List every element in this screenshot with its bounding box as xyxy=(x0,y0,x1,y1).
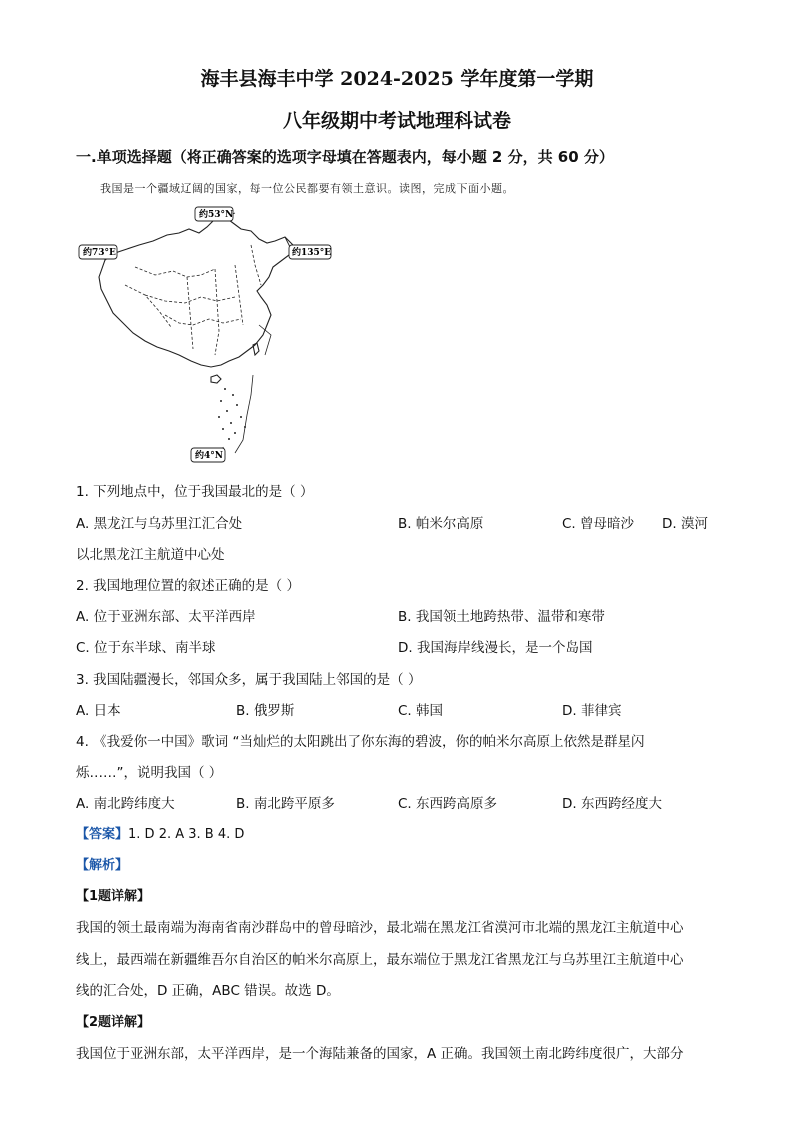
answer-row xyxy=(76,823,244,842)
q4-option-a: A. 南北跨纬度大 xyxy=(76,796,175,812)
question-4-stem-line1: 4. 《我爱你一中国》歌词 “当灿烂的太阳跳出了你东海的碧波，你的帕米尔高原上依然是群星闪 xyxy=(76,734,645,750)
q1-analysis-line2: 线上，最西端在新疆维吾尔自治区的帕米尔高原上，最东端位于黑龙江省黑龙江与乌苏里江主航道中心 xyxy=(76,952,684,968)
q1-analysis-line1: 我国的领土最南端为海南省南沙群岛中的曾母暗沙，最北端在黑龙江省漠河市北端的黑龙江主航道中心 xyxy=(76,920,684,936)
q4-option-c: C. 东西跨高原多 xyxy=(398,796,498,812)
answer-label: 【答案】 xyxy=(76,827,129,842)
page-title: 海丰县海丰中学 2024-2025 学年度第一学期 xyxy=(200,68,594,90)
label-west xyxy=(79,245,117,259)
q2-option-d: D. 我国海岸线漫长，是一个岛国 xyxy=(398,640,593,656)
china-outline xyxy=(99,217,293,367)
q1-option-d-continued: 以北黑龙江主航道中心处 xyxy=(76,547,225,563)
page-subtitle: 八年级期中考试地理科试卷 xyxy=(282,110,511,132)
china-map xyxy=(75,205,345,470)
q4-option-d: D. 东西跨经度大 xyxy=(562,796,662,812)
svg-text:约4°N: 约4°N xyxy=(195,451,223,461)
q3-option-c: C. 韩国 xyxy=(398,703,444,719)
q3-option-a: A. 日本 xyxy=(76,703,121,719)
question-intro: 我国是一个疆域辽阔的国家，每一位公民都要有领土意识。读图，完成下面小题。 xyxy=(100,182,514,195)
answer-items: 1. D 2. A 3. B 4. D xyxy=(128,827,245,842)
q2-analysis-heading: 【2题详解】 xyxy=(76,1015,151,1030)
q3-option-b: B. 俄罗斯 xyxy=(236,703,295,719)
question-4-stem-line2: 烁……”，说明我国（ ） xyxy=(76,765,223,781)
q2-analysis-line1: 我国位于亚洲东部，太平洋西岸，是一个海陆兼备的国家，A 正确。我国领土南北跨纬度很广，大部分 xyxy=(76,1046,684,1062)
q2-option-a: A. 位于亚洲东部、太平洋西岸 xyxy=(76,609,256,625)
q1-analysis-line3: 线的汇合处，D 正确，ABC 错误。故选 D。 xyxy=(76,983,340,999)
q4-option-b: B. 南北跨平原多 xyxy=(236,796,335,812)
svg-text:约73°E: 约73°E xyxy=(83,248,116,258)
question-2-stem: 2. 我国地理位置的叙述正确的是（ ） xyxy=(76,578,300,594)
hainan-island xyxy=(211,375,221,383)
taiwan-island xyxy=(253,343,259,355)
label-east xyxy=(289,245,331,259)
q2-option-b: B. 我国领土地跨热带、温带和寒带 xyxy=(398,609,605,625)
svg-text:约53°N: 约53°N xyxy=(199,210,234,220)
q1-option-d: D. 漠河 xyxy=(662,516,708,532)
analysis-label: 【解析】 xyxy=(76,858,129,873)
question-1-stem: 1. 下列地点中，位于我国最北的是（ ） xyxy=(76,484,314,500)
question-3-stem: 3. 我国陆疆漫长，邻国众多，属于我国陆上邻国的是（ ） xyxy=(76,672,422,688)
svg-text:约135°E: 约135°E xyxy=(292,248,332,258)
label-north xyxy=(195,207,233,221)
q2-option-c: C. 位于东半球、南半球 xyxy=(76,640,216,656)
q1-option-c: C. 曾母暗沙 xyxy=(562,516,635,532)
south-sea-islands xyxy=(218,388,246,440)
label-south xyxy=(191,448,225,462)
section-heading: 一.单项选择题（将正确答案的选项字母填在答题表内，每小题 2 分，共 60 分） xyxy=(76,148,614,166)
q3-option-d: D. 菲律宾 xyxy=(562,703,622,719)
q1-option-b: B. 帕米尔高原 xyxy=(398,516,484,532)
q1-option-a: A. 黑龙江与乌苏里江汇合处 xyxy=(76,516,243,532)
q1-analysis-heading: 【1题详解】 xyxy=(76,889,151,904)
